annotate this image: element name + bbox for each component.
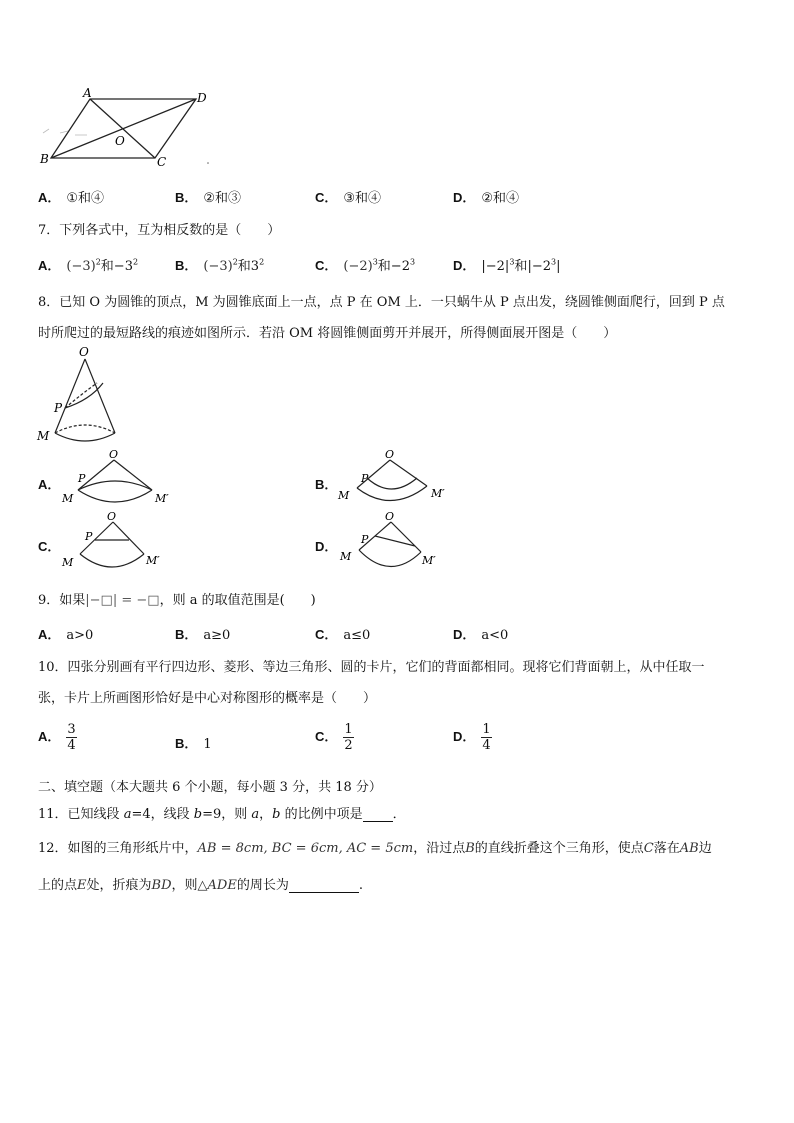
q8-stem-line1: 8．已知 O 为圆锥的顶点，M 为圆锥底面上一点，点 P 在 OM 上．一只蜗牛从 P 点出发，绕圆锥侧面爬行，回到 P 点 [38, 295, 725, 310]
q10-option-d[interactable]: D． $\frac{1}{4}$ [453, 722, 491, 753]
diagonal-bd [51, 99, 196, 158]
q7-stem: 7．下列各式中，互为相反数的是（ ） [38, 223, 281, 238]
svg-text:M′: M′ [431, 487, 445, 500]
q12-answer-blank[interactable] [289, 877, 359, 893]
q8-option-c-figure[interactable] [58, 510, 183, 572]
svg-text:M′: M′ [146, 554, 160, 567]
svg-text:M: M [37, 429, 50, 443]
svg-text:P: P [361, 472, 369, 485]
svg-text:O: O [107, 510, 117, 523]
q9-stem: 9．如果|−□| = −□，则 a 的取值范围是( ) [38, 593, 316, 608]
svg-text:M′: M′ [155, 492, 169, 505]
svg-text:P: P [78, 472, 86, 485]
q9-option-d[interactable]: D． a<0 [453, 627, 509, 643]
q10-option-b[interactable]: B． 1 [175, 736, 212, 752]
svg-text:P: P [361, 533, 369, 546]
q8-option-d[interactable]: D． [315, 539, 338, 554]
q8-option-d-figure[interactable] [335, 510, 460, 572]
svg-text:M: M [340, 550, 352, 563]
q6-option-d[interactable]: D． ②和④ [453, 190, 520, 206]
q8-cone-figure [35, 345, 125, 450]
svg-text:P: P [54, 401, 63, 415]
label-b: B [40, 152, 49, 166]
q10-stem-line1: 10．四张分别画有平行四边形、菱形、等边三角形、圆的卡片，它们的背面都相同。现将它们背面朝上，从中任取一 [38, 660, 705, 675]
q9-option-b[interactable]: B． a≥0 [175, 627, 231, 643]
svg-text:M: M [62, 556, 74, 569]
svg-text:O: O [109, 448, 119, 461]
q8-option-a-figure[interactable] [58, 448, 183, 508]
fraction-1-2: $\frac{1}{2}$ [344, 722, 353, 753]
svg-text:O: O [385, 448, 395, 461]
q10-stem-line2: 张，卡片上所画图形恰好是中心对称图形的概率是（ ） [38, 691, 377, 706]
svg-text:M′: M′ [422, 554, 436, 567]
q7-option-c[interactable]: C． $(-2)^3$和$-2^3$ [315, 257, 416, 274]
q9-option-a[interactable]: A． a>0 [38, 627, 94, 643]
label-o: O [115, 134, 125, 148]
q10-option-a[interactable]: A． $\frac{3}{4}$ [38, 722, 76, 753]
q6-parallelogram-figure [35, 85, 220, 175]
q8-option-a[interactable]: A． [38, 477, 61, 492]
svg-text:P: P [85, 530, 93, 543]
label-a: A [83, 86, 92, 100]
q8-option-c[interactable]: C． [38, 539, 61, 554]
q12-stem-line1: 12．如图的三角形纸片中，AB = 8cm, BC = 6cm, AC = 5cm，沿过点B的直线折叠这个三角形，使点C落在AB边 [38, 841, 712, 856]
svg-text:M: M [62, 492, 74, 505]
svg-text:O: O [79, 345, 89, 359]
q8-stem-line2: 时所爬过的最短路线的痕迹如图所示．若沿 OM 将圆锥侧面剪开并展开，所得侧面展开图是（ ） [38, 326, 617, 341]
q11-stem: 11．已知线段 a=4，线段 b=9，则 a，b 的比例中项是 ． [38, 807, 406, 822]
q6-option-a[interactable]: A． ①和④ [38, 190, 105, 206]
label-d: D [197, 91, 207, 105]
q8-option-b-figure[interactable] [335, 448, 460, 508]
section-heading-fill-blank: 二、填空题（本大题共 6 个小题，每小题 3 分，共 18 分） [38, 780, 382, 795]
svg-text:M: M [338, 489, 350, 502]
q9-option-c[interactable]: C． a≤0 [315, 627, 371, 643]
fraction-1-4: $\frac{1}{4}$ [482, 722, 491, 753]
q6-option-c[interactable]: C． ③和④ [315, 190, 382, 206]
q7-option-b[interactable]: B． $(-3)^2$和$3^2$ [175, 257, 265, 274]
q12-stem-line2: 上的点E处，折痕为BD，则△ADE的周长为 . [38, 878, 363, 893]
label-c: C [157, 155, 167, 169]
fraction-3-4: $\frac{3}{4}$ [67, 722, 76, 753]
q8-option-b[interactable]: B． [315, 477, 338, 492]
q7-option-a[interactable]: A． $(-3)^2$和$-3^2$ [38, 257, 139, 274]
svg-text:O: O [385, 510, 395, 523]
q10-option-c[interactable]: C． $\frac{1}{2}$ [315, 722, 353, 753]
q11-answer-blank[interactable] [363, 806, 393, 822]
q7-option-d[interactable]: D． $|-2|^3$和$|-2^3|$ [453, 257, 561, 274]
q6-option-b[interactable]: B． ②和③ [175, 190, 242, 206]
